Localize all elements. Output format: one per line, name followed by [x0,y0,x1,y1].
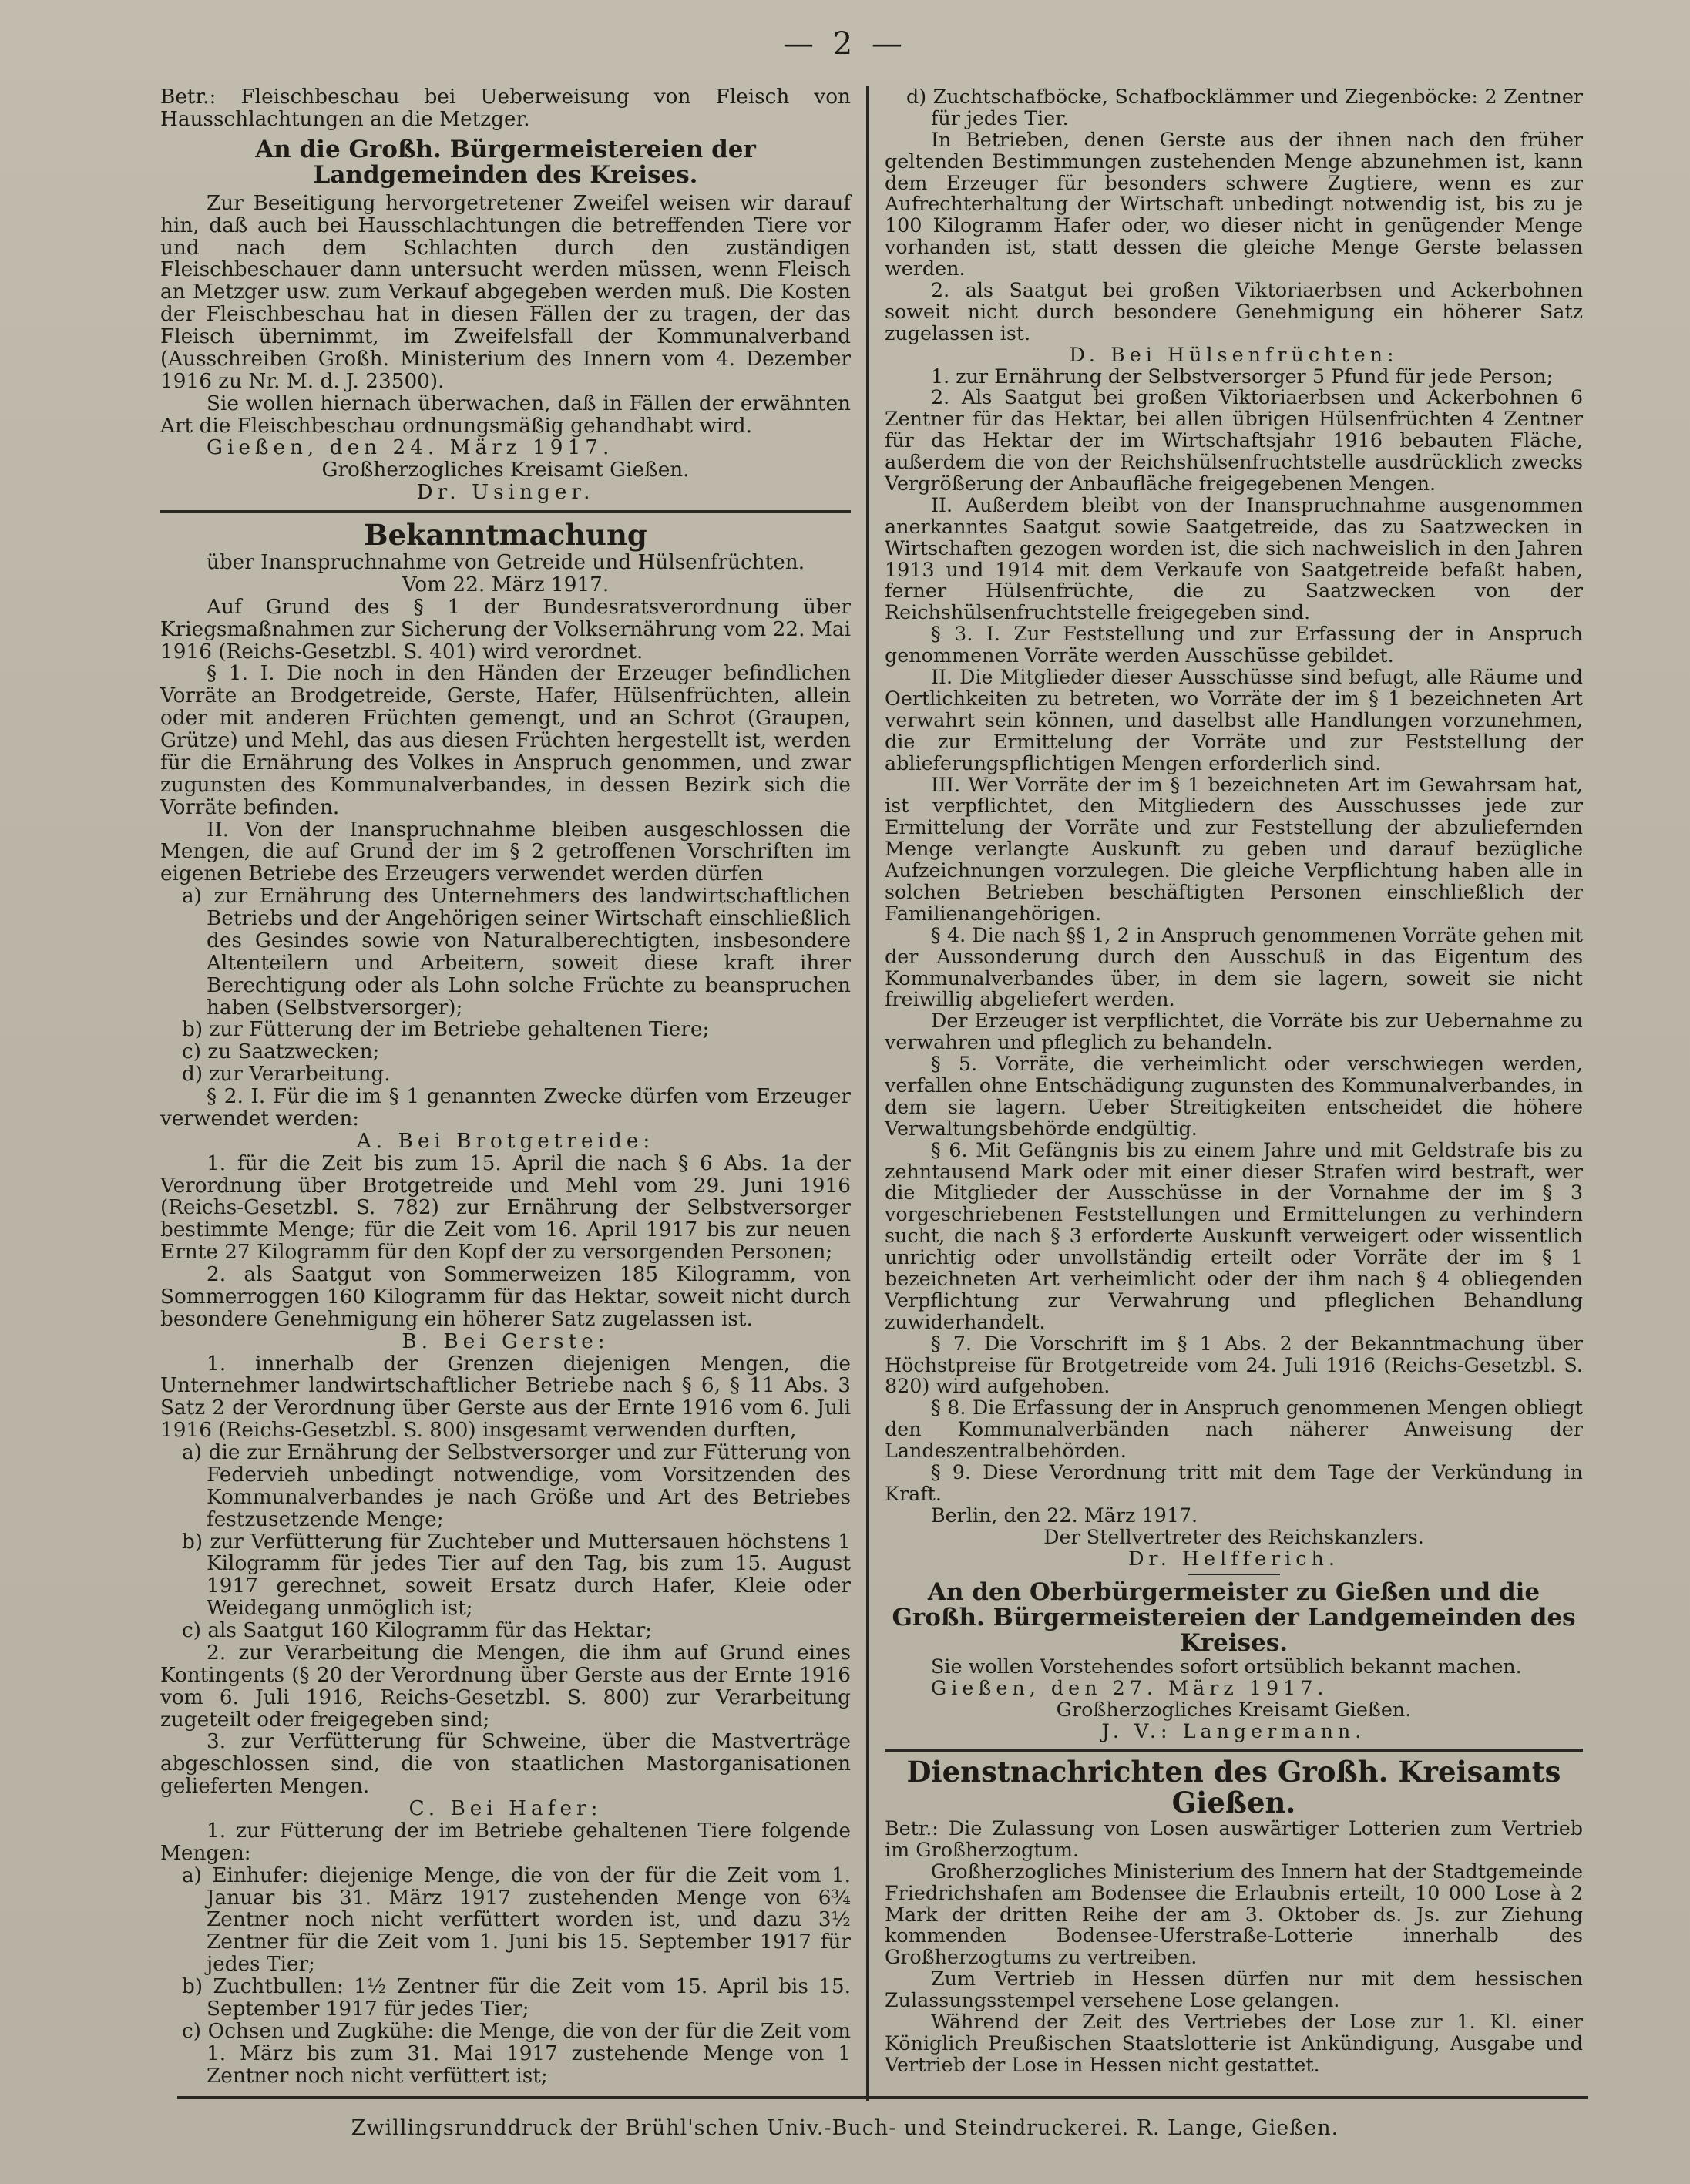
paragraph: In Betrieben, denen Gerste aus der ihnen nach den früher geltenden Bestimmungen zustehenden Menge abzunehmen ist, kann dem Erzeuger für besonders schwere Zugtiere, wenn es zur Aufrechterhaltung der Wirtschaft unbedingt notwendig ist, bis zu je 100 Kilogramm Hafer oder, wo dieser nicht in genügender Menge vorhanden ist, statt dessen die gleiche Menge Gerste belassen werden. [885,127,1583,281]
left-column [160,86,851,2087]
paragraph: Der Erzeuger ist verpflichtet, die Vorräte bis zur Uebernahme zu verwahren und pfleglich zu behandeln. [885,1009,1583,1054]
short-divider [1188,1574,1280,1575]
list-item: a) die zur Ernährung der Selbstversorger und zur Fütterung von Federvieh unbedingt notwendige, vom Vorsitzenden des Kommunalverbandes je nach Größe und Art des Betriebes festzusetzende Menge; [182,1441,851,1531]
paragraph: 1. innerhalb der Grenzen diejenigen Mengen, die Unternehmer landwirtschaftlicher Betriebe nach § 6, § 11 Abs. 3 Satz 2 der Verordnung über Gerste aus der Ernte 1916 vom 6. Juli 1916 (Reichs-Gesetzbl. S. 800) insgesamt verwenden durften, [160,1352,851,1443]
office-line: Großherzogliches Kreisamt Gießen. [1056,1698,1412,1722]
list-item: a) Einhufer: diejenige Menge, die von der für die Zeit vom 1. Januar bis 31. März 1917 zustehenden Menge von 6¾ Zentner noch nicht verfüttert worden ist, und dazu 3½ Zentner für die Zeit vom 1. Juni bis 15. September 1917 für jedes Tier; [182,1863,851,1977]
section-heading: A. Bei Brotgetreide: [356,1129,655,1153]
section-divider [885,1749,1583,1752]
paragraph: II. Von der Inanspruchnahme bleiben ausgeschlossen die Mengen, die auf Grund der im § 2 getroffenen Vorschriften im eigenen Betriebe des Erzeugers verwendet werden dürfen [160,818,851,886]
paragraph: 2. zur Verarbeitung die Mengen, die ihm auf Grund eines Kontingents (§ 20 der Verordnung über Gerste aus der Ernte 1916 vom 6. Juli 1916, Reichs-Gesetzbl. S. 800) zur Verarbeitung zugeteilt oder freigegeben sind; [160,1641,851,1732]
section-divider [160,510,851,513]
office-line: Großherzogliches Kreisamt Gießen. [321,459,690,482]
signature: Dr. Usinger. [416,481,595,505]
paragraph: Während der Zeit des Vertriebes der Lose zur 1. Kl. einer Königlich Preußischen Staatslotterie ist Ankündigung, Ausgabe und Vertrieb der Lose in Hessen nicht gestattet. [885,2010,1583,2076]
list-item: d) zur Verarbeitung. [182,1063,391,1087]
signature: J. V.: Langermann. [1101,1719,1366,1743]
paragraph: Zum Vertrieb in Hessen dürfen nur mit dem hessischen Zulassungsstempel versehene Lose gelangen. [885,1967,1583,2012]
addressee-heading: An den Oberbürgermeister zu Gießen und die Großh. Bürgermeistereien der Landgemeinden des Kreises. [892,1578,1576,1658]
paragraph: § 3. I. Zur Feststellung und zur Erfassung der in Anspruch genommenen Vorräte werden Ausschüsse gebildet. [885,622,1583,667]
announcement-subtitle: über Inanspruchnahme von Getreide und Hülsenfrüchten. [206,551,805,574]
paragraph: 1. für die Zeit bis zum 15. April die nach § 6 Abs. 1a der Verordnung über Brotgetreide und Mehl vom 29. Juni 1916 (Reichs-Gesetzbl. S. 782) zur Ernährung der Selbstversorger bestimmte Menge; für die Zeit vom 16. April 1917 bis zur neuen Ernte 27 Kilogramm für den Kopf der zu versorgenden Personen; [160,1151,851,1265]
paragraph: II. Außerdem bleibt von der Inanspruchnahme ausgenommen anerkanntes Saatgut sowie Saatgetreide, das zu Saatzwecken in Wirtschaften gezogen worden ist, die sich nachweislich in den Jahren 1913 und 1914 mit dem Verkaufe von Saatgetreide befaßt haben, ferner Hülsenfrüchte, die zu Saatzwecken von der Reichshülsenfruchtstelle freigegeben sind. [885,492,1583,624]
list-item: b) zur Verfütterung für Zuchteber und Muttersauen höchstens 1 Kilogramm für jedes Tier auf den Tag, bis zum 15. August 1917 gerechnet, soweit Ersatz durch Hafer, Kleie oder Weidegang unmöglich ist; [182,1530,851,1621]
paragraph: 2. als Saatgut von Sommerweizen 185 Kilogramm, von Sommerroggen 160 Kilogramm für das Hektar, soweit nicht durch besondere Genehmigung ein höherer Satz zugelassen ist. [160,1263,851,1331]
subject-line: Betr.: Die Zulassung von Losen auswärtiger Lotterien zum Vertrieb im Großherzogtum. [885,1816,1583,1861]
paragraph: Sie wollen Vorstehendes sofort ortsüblich bekannt machen. [931,1655,1522,1678]
section-title: Dienstnachrichten des Großh. Kreisamts Gießen. [906,1755,1561,1820]
list-item: b) zur Fütterung der im Betriebe gehaltenen Tiere; [182,1018,710,1042]
paragraph: Auf Grund des § 1 der Bundesratsverordnung über Kriegsmaßnahmen zur Sicherung der Volksernährung vom 22. Mai 1916 (Reichs-Gesetzbl. S. 401) wird verordnet. [160,595,851,664]
paragraph: Sie wollen hiernach überwachen, daß in Fällen der erwähnten Art die Fleischbeschau ordnungsmäßig gehandhabt wird. [160,391,851,438]
paragraph: II. Die Mitglieder dieser Ausschüsse sind befugt, alle Räume und Oertlichkeiten zu betreten, wo Vorräte der im § 1 bezeichneten Art verwahrt sein können, und daselbst alle Handlungen vorzunehmen, die zur Ermittelung der Vorräte und zur Feststellung der ablieferungspflichtigen Mengen erforderlich sind. [885,665,1583,774]
list-item: c) zu Saatzwecken; [182,1040,380,1064]
paragraph: 1. zur Ernährung der Selbstversorger 5 Pfund für jede Person; [931,364,1554,388]
office-line: Der Stellvertreter des Reichskanzlers. [1043,1524,1424,1548]
list-item: a) zur Ernährung des Unternehmers des landwirtschaftlichen Betriebs und der Angehörigen seiner Wirtschaft einschließlich des Gesindes sowie von Naturalberechtigten, insbesondere Altenteilern und Arbeitern, soweit diese kraft ihrer Berechtigung oder als Lohn solche Früchte zu beanspruchen haben (Selbstversorger); [182,885,851,1020]
addressee-heading: An die Großh. Bürgermeistereien der Landgemeinden des Kreises. [255,135,756,189]
paragraph: § 1. I. Die noch in den Händen der Erzeuger befindlichen Vorräte an Brodgetreide, Gerste, Hafer, Hülsenfrüchten, allein oder mit anderen Früchten gemengt, und an Schrot (Graupen, Grütze) und Mehl, das aus diesen Früchten hergestellt ist, werden für die Ernährung des Volkes in Anspruch genommen, und zwar zugunsten des Kommunalverbandes, in dessen Bezirk sich die Vorräte befinden. [160,662,851,819]
paragraph: 2. als Saatgut bei großen Viktoriaerbsen und Ackerbohnen soweit nicht durch besondere Genehmigung ein höherer Satz zugelassen ist. [885,278,1583,344]
paragraph: § 4. Die nach §§ 1, 2 in Anspruch genommenen Vorräte gehen mit der Aussonderung durch den Ausschuß in das Eigentum des Kommunalverbandes über, in dem sie lagern, soweit sie nicht freiwillig abgeliefert werden. [885,922,1583,1011]
list-item: c) als Saatgut 160 Kilogramm für das Hektar; [182,1619,653,1642]
section-heading: C. Bei Hafer: [408,1797,603,1820]
section-heading: D. Bei Hülsenfrüchten: [1069,342,1399,366]
printer-imprint: Zwillingsrunddruck der Brühl'schen Univ.-Buch- und Steindruckerei. R. Lange, Gießen. [351,2116,1339,2140]
paragraph: § 6. Mit Gefängnis bis zu einem Jahre und mit Geldstrafe bis zu zehntausend Mark oder mit einer dieser Strafen wird bestraft, wer die Mitglieder der Ausschüsse in der Vornahme der im § 3 vorgeschriebenen Feststellungen und Ermittelungen zu verhindern sucht, die nach § 3 erforderte Auskunft verweigert oder wissentlich unrichtig oder unvollständig erteilt oder Vorräte der im § 1 bezeichneten Art verheimlicht oder der ihm nach § 4 obliegenden Verpflichtung zur Verwahrung und pfleglichen Behandlung zuwiderhandelt. [885,1137,1583,1333]
date-line: Berlin, den 22. März 1917. [931,1503,1198,1527]
right-column [885,86,1583,2076]
paragraph: 1. zur Fütterung der im Betriebe gehaltenen Tiere folgende Mengen: [160,1819,851,1865]
paragraph: Zur Beseitigung hervorgetretener Zweifel weisen wir darauf hin, daß auch bei Hausschlachtungen die betreffenden Tiere vor und nach dem Schlachten durch den zuständigen Fleischbeschauer dann untersucht werden müssen, wenn Fleisch an Metzger usw. zum Verkauf abgegeben werden muß. Die Kosten der Fleischbeschau hat in diesen Fällen der zu tragen, der das Fleisch übernimmt, im Zweifelsfall der Kommunalverband (Ausschreiben Großh. Ministerium des Innern vom 4. Dezember 1916 zu Nr. M. d. J. 23500). [160,191,851,393]
list-item: d) Zuchtschafböcke, Schafbocklämmer und Ziegenböcke: 2 Zentner für jedes Tier. [906,85,1583,129]
column-divider [866,86,869,2101]
date-line: Gießen, den 24. März 1917. [207,436,614,460]
section-heading: B. Bei Gerste: [402,1329,610,1353]
signature: Dr. Helfferich. [1128,1546,1339,1570]
paragraph: § 9. Diese Verordnung tritt mit dem Tage der Verkündung in Kraft. [885,1460,1583,1505]
paragraph: § 2. I. Für die im § 1 genannten Zwecke dürfen vom Erzeuger verwendet werden: [160,1085,851,1131]
paragraph: § 7. Die Vorschrift im § 1 Abs. 2 der Bekanntmachung über Höchstpreise für Brotgetreide vom 24. Juli 1916 (Reichs-Gesetzbl. S. 820) wird aufgehoben. [885,1331,1583,1398]
paragraph: 2. Als Saatgut bei großen Viktoriaerbsen und Ackerbohnen 6 Zentner für das Hektar, bei allen übrigen Hülsenfrüchten 4 Zentner für das Hektar der im Wirtschaftsjahr 1916 bebauten Fläche, außerdem die von der Reichshülsenfruchtstelle ausdrücklich zwecks Vergrößerung der Anbaufläche freigegebenen Mengen. [885,385,1583,496]
page-number: — 2 — [783,26,907,62]
subject-line: Betr.: Fleischbeschau bei Ueberweisung von Fleisch von Hausschlachtungen an die Metzger. [160,86,851,131]
date-line: Gießen, den 27. März 1917. [931,1676,1329,1700]
announcement-title: Bekanntmachung [364,518,647,552]
list-item: c) Ochsen und Zugkühe: die Menge, die von der für die Zeit vom 1. März bis zum 31. Mai 1917 zustehende Menge von 1 Zentner noch nicht verfüttert ist; [182,2019,851,2088]
list-item: b) Zuchtbullen: 1½ Zentner für die Zeit vom 15. April bis 15. September 1917 für jedes Tier; [182,1975,851,2021]
paragraph: § 8. Die Erfassung der in Anspruch genommenen Mengen obliegt den Kommunalverbänden nach näherer Anweisung der Landeszentralbehörden. [885,1396,1583,1463]
paragraph: § 5. Vorräte, die verheimlicht oder verschwiegen werden, verfallen ohne Entschädigung zugunsten des Kommunalverbandes, in dem sie lagern. Ueber Streitigkeiten entscheidet die höhere Verwaltungsbehörde endgültig. [885,1052,1583,1140]
paragraph: III. Wer Vorräte der im § 1 bezeichneten Art im Gewahrsam hat, ist verpflichtet, den Mitgliedern des Ausschusses jede zur Ermittelung der Vorräte und zur Feststellung der abzuliefernden Menge verlangte Auskunft zu geben und darauf bezügliche Aufzeichnungen vorzulegen. Die gleiche Verpflichtung haben alle in solchen Betrieben beschäftigten Personen einschließlich der Familienangehörigen. [885,772,1583,925]
paragraph: 3. zur Verfütterung für Schweine, über die Mastverträge abgeschlossen sind, die von staatlichen Mastorganisationen gelieferten Mengen. [160,1730,851,1799]
announcement-date: Vom 22. März 1917. [402,573,610,596]
bottom-rule [177,2096,1588,2099]
paragraph: Großherzogliches Ministerium des Innern hat der Stadtgemeinde Friedrichshafen am Bodensee die Erlaubnis erteilt, 10 000 Lose à 2 Mark der dritten Reihe der am 3. Oktober ds. Js. zur Ziehung kommenden Bodensee-Uferstraße-Lotterie innerhalb des Großherzogtums zu vertreiben. [885,1859,1583,1969]
